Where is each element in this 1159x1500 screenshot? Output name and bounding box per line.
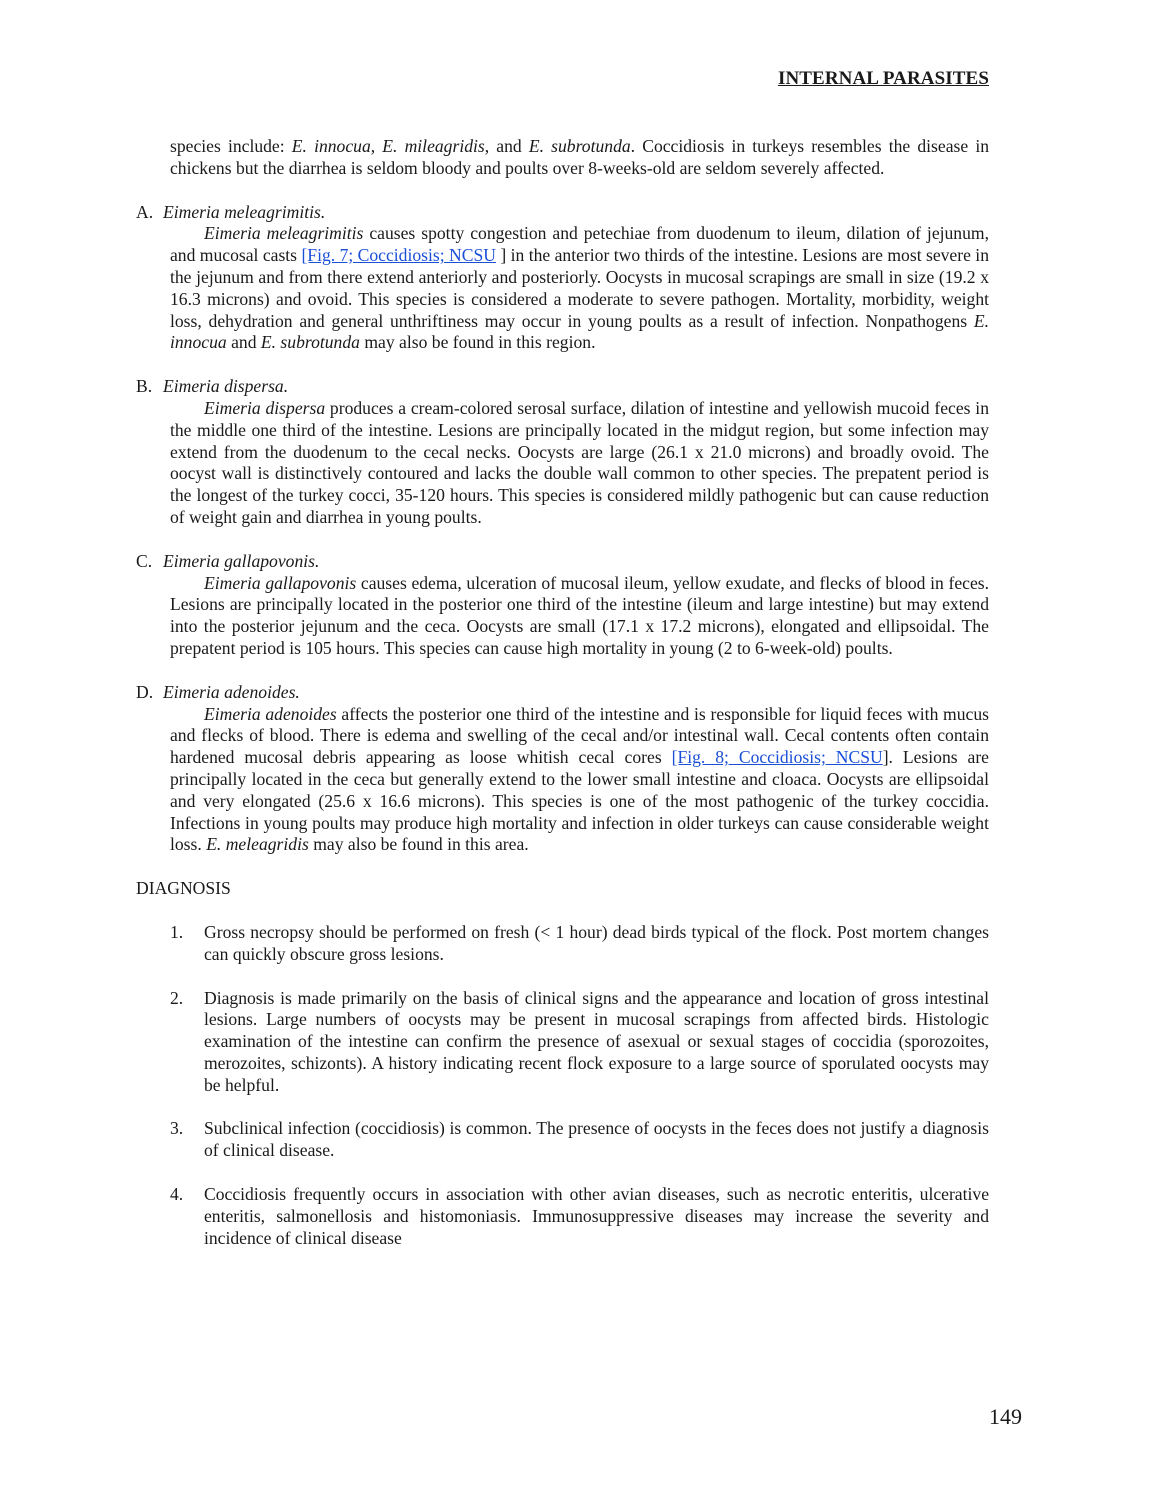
text-span: may also be found in this region. [359,332,596,353]
text-span: causes edema, ulceration of mucosal ileum, yellow exudate, and flecks of blood in feces. Lesions are principally located in the posterior one third of the intestine (ileum and large intestine) but may extend into the posterior jejunum and the ceca. Oocysts are small (17.1 x 17.2 microns), elongated and ellipsoidal. The prepatent period is 105 hours. This species can cause high mortality in young (2 to 6-week-old) poults. [170,572,989,658]
item-text: Diagnosis is made primarily on the basis of clinical signs and the appearance and location of gross intestinal lesions. Large numbers of oocysts may be present in mucosal scrapings from affected birds. Histologic examination of the intestine can confirm the presence of asexual or sexual stages of coccidia (sporozoites, merozoites, schizonts). A history indicating recent flock exposure to a large source of sporulated oocysts may be helpful. [204,987,989,1095]
text-span: produces a cream-colored serosal surface, dilation of intestine and yellowish mucoid feces in the middle one third of the intestine. Lesions are principally located in the midgut region, but some infection may extend from the duodenum to the cecal necks. Oocysts are large (26.1 x 21.0 microns) and broadly ovoid. The oocyst wall is distinctively contoured and lacks the double wall common to other species. The prepatent period is the longest of the turkey cocci, 35-120 hours. This species is considered mildly pathogenic but can cause reduction of weight gain and diarrhea in young poults. [170,397,989,527]
species-name: Eimeria dispersa [204,397,326,418]
figure-link[interactable]: [Fig. 8; Coccidiosis; NCSU [671,747,883,768]
item-number: 3. [170,1118,184,1139]
intro-paragraph [170,136,989,180]
section-title [136,376,989,398]
species-name: Eimeria adenoides [204,703,337,724]
section-c [136,551,989,660]
section-heading: Eimeria meleagrimitis. [163,201,326,222]
list-item [136,988,989,1097]
section-letter: C. [136,550,153,571]
section-letter: A. [136,201,154,222]
page-number: 149 [989,1404,1022,1429]
diagnosis-heading: DIAGNOSIS [136,878,231,899]
species-name: Eimeria gallapovonis [204,572,357,593]
species-name: E. meleagridis [206,834,309,855]
text-span: ] in the anterior two thirds of the intestine. Lesions are most severe in the jejunum and from there extend anteriorly and posteriorly. Oocysts in mucosal scrapings are small in size (19.2 x 16.3 microns) and ovoid. This species is considered a moderate to severe pathogen. Mortality, morbidity, weight loss, dehydration and general unthriftiness may occur in young poults as a result of infection. Nonpathogens [170,245,989,331]
list-item [136,1184,989,1249]
section-body [170,223,989,354]
item-text: Coccidiosis frequently occurs in association with other avian diseases, such as necrotic enteritis, ulcerative enteritis, salmonellosis and histomoniasis. Immunosuppressive diseases may increase the severity and incidence of clinical disease [204,1184,989,1248]
species-name: E. innocua, E. mileagridis [291,136,485,156]
list-item [136,1118,989,1162]
item-number: 2. [170,987,184,1008]
diagnosis-list [136,922,989,1250]
section-title [136,202,989,224]
text-span: may also be found in this area. [308,834,529,855]
species-name: E. subrotunda [528,136,631,156]
section-b [136,376,989,529]
section-body [170,398,989,529]
item-text: Gross necropsy should be performed on fresh (< 1 hour) dead birds typical of the flock. Post mortem changes can quickly obscure gross lesions. [204,921,989,964]
figure-link[interactable]: [Fig. 7; Coccidiosis; NCSU [301,245,496,266]
text-span: species include: [170,136,292,156]
text-span: . Coccidiosis in turkeys resembles the disease in chickens but the diarrhea is seldom bloody and poults over 8-weeks-old are seldom severely affected. [170,136,990,178]
list-item [136,922,989,966]
text-span: and [226,332,261,353]
item-number: 4. [170,1184,184,1205]
species-name: Eimeria meleagrimitis [204,223,364,244]
running-header: INTERNAL PARASITES [777,68,989,89]
section-heading: Eimeria gallapovonis. [163,550,320,571]
section-a [136,202,989,355]
section-title [136,682,989,704]
item-number: 1. [170,921,184,942]
item-text: Subclinical infection (coccidiosis) is common. The presence of oocysts in the feces does not justify a diagnosis of clinical disease. [204,1118,989,1161]
section-body [170,704,989,857]
text-span: , and [484,136,529,156]
text-span: affects the posterior one third of the intestine and is responsible for liquid feces with mucus and flecks of blood. There is edema and swelling of the cecal and/or intestinal wall. Cecal contents often contain hardened mucosal debris appearing as loose whitish cecal cores [170,703,989,768]
section-letter: D. [136,681,154,702]
section-letter: B. [136,376,153,397]
species-name: E. subrotunda [260,332,360,353]
section-title [136,551,989,573]
text-span: ]. Lesions are principally located in the ceca but generally extend to the lower small intestine and cloaca. Oocysts are ellipsoidal and very elongated (25.6 x 16.6 microns). This species is one of the most pathogenic of the turkey coccidia. Infections in young poults may produce high mortality and infection in older turkeys can cause considerable weight loss. [170,747,989,855]
species-name: E. innocua [170,310,989,353]
text-span: causes spotty congestion and petechiae from duodenum to ileum, dilation of jejunum, and mucosal casts [170,223,989,266]
section-d [136,682,989,856]
section-body [170,573,989,660]
page-content [136,136,989,1271]
section-heading: Eimeria dispersa. [163,376,289,397]
section-heading: Eimeria adenoides. [163,681,300,702]
